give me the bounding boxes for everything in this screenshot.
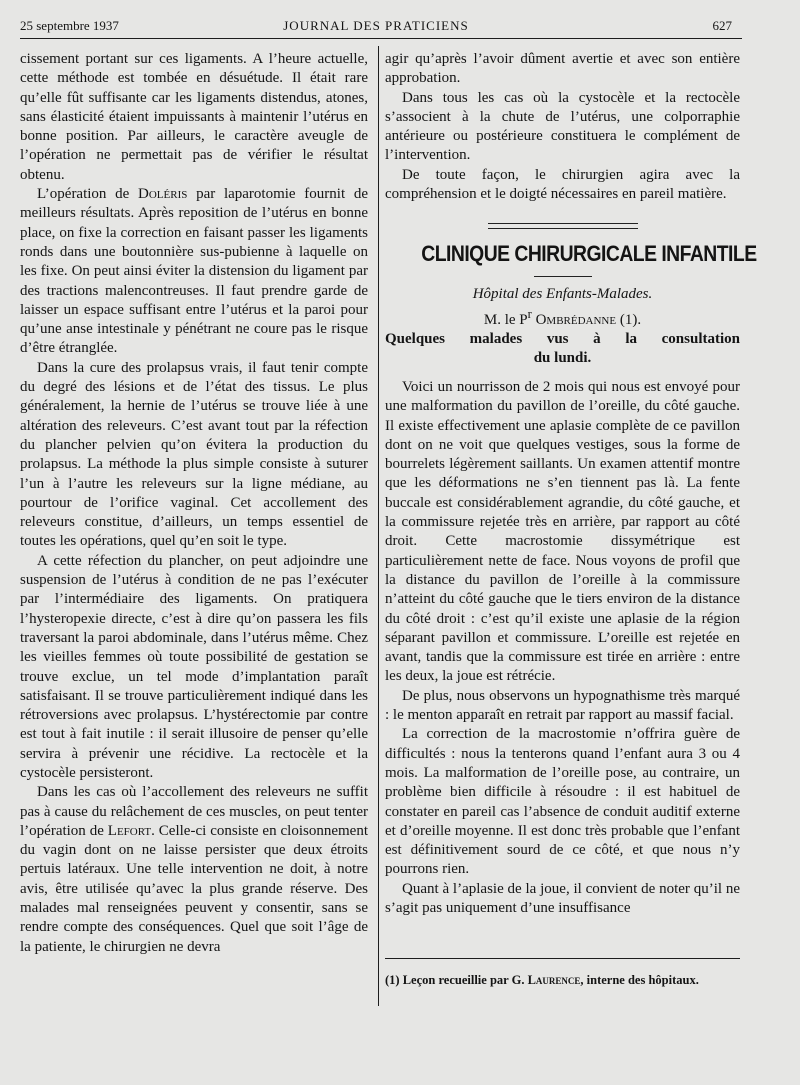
left-column	[20, 50, 368, 957]
footnote	[385, 972, 740, 988]
title-rule	[534, 276, 592, 277]
column-divider	[378, 46, 379, 1006]
issue-date: 25 septembre 1937	[20, 18, 119, 33]
paragraph-text: L’opération de	[37, 186, 139, 203]
page-number: 627	[712, 18, 732, 33]
section-divider	[488, 223, 638, 229]
professor-prefix: M. le P	[483, 311, 528, 328]
paragraph: De toute façon, le chirurgien agira avec la compréhension et le doigté nécessaires en pareil matière.	[385, 166, 740, 203]
footnote-text: , interne des hôpitaux.	[580, 973, 699, 987]
paragraph: agir qu’après l’avoir dûment avertie et avec son entière approbation.	[385, 51, 740, 87]
footnote-text: (1) Leçon recueillie par G.	[385, 973, 528, 987]
paragraph: cissement portant sur ces ligaments. A l’heure actuelle, cette méthode est tombée en désuétude. Il était rare qu’elle fût suffisante car les ligaments distendus, atones, sans élasticité étaient impuissants à maintenir l’utérus en bonne position. Par ailleurs, le caractère aveugle de l’opération ne permettait pas de vérifier le résultat obtenu.	[20, 51, 368, 183]
page-header	[20, 18, 732, 38]
paragraph	[20, 783, 368, 957]
professor-line	[385, 305, 740, 330]
subtitle-line: Quelques malades vus à la consultation	[385, 330, 740, 347]
hospital-name: Hôpital des Enfants-Malades.	[472, 286, 653, 303]
footnote-rule	[385, 958, 740, 959]
paragraph: De plus, nous observons un hypognathisme très marqué : le menton apparaît en retrait par rapport au massif facial.	[385, 687, 740, 724]
professor-name: Ombrédanne	[535, 311, 617, 328]
paragraph: La correction de la macrostomie n’offrira guère de difficultés : nous la tenterons quand l’enfant aura 3 ou 4 mois. La malformation de l’oreille pose, au contraire, un problème bien difficile à résoudre : il est habituel de constater en pareil cas l’absence de conduit auditif externe et d’oreille moyenne. Il est donc très probable que l’enfant est définitivement sourd de ce côté, et que nous n’y pourrons rien.	[385, 726, 740, 878]
footnote-ref: (1).	[616, 311, 642, 328]
paragraph-text: Dans les cas où l’accollement des releveurs ne suffit pas à cause du relâchement de ces muscles, on peut tenter l’opération de	[20, 784, 368, 839]
paragraph: Quant à l’aplasie de la joue, il convient de noter qu’il ne s’agit pas uniquement d’une insuffisance	[385, 880, 740, 916]
paragraph-text: . Celle-ci consiste en cloisonnement du vagin dont on ne laisse persister que deux étroits pertuis latéraux. Une telle intervention ne doit, à notre avis, être utilisée qu’avec la plus grande réserve. Des malades mal renseignées peuvent y consentir, sans se rendre compte des conséquences. Quel que soit l’âge de la patiente, le chirurgien ne devra	[20, 822, 368, 955]
paragraph: Voici un nourrisson de 2 mois qui nous est envoyé pour une malformation du pavillon de l’oreille, du côté gauche. Il existe effectivement une aplasie complète de ce pavillon dont on ne voit que quelques vestiges, sous la forme de bourrelets légèrement saillants. Un examen attentif montre que les déformations ne s’en tiennent pas là. La fente buccale est considérablement agrandie, du côté gauche, et la commissure rejetée très en arrière, par rapport au côté droit. Cette macrostomie dissymétrique est particulièrement nette de face. Nous voyons de profil que la distance du pavillon de l’oreille à la commissure n’atteint du côté gauche que le tiers environ de la distance du côté droit : c’est qu’il existe une aplasie de la région séparant pavillon et commissure. L’oreille est rejetée en avant, tandis que la commissure est tirée en arrière : entre les deux, la joue est rétrécie.	[385, 378, 740, 685]
author-name: Lefort	[107, 822, 152, 839]
paragraph	[20, 185, 368, 359]
right-column	[385, 50, 757, 918]
paragraph: A cette réfection du plancher, on peut adjoindre une suspension de l’utérus à condition de ne pas l’exécuter par l’intermédiaire des ligaments. On pratiquera l’hysteropexie directe, c’est à dire qu’on passera les fils traversant la paroi abdominale, dans l’utérus même. Chez les vieilles femmes où toute possibilité de gestation se trouve exclue, un tel mode d’implantation paraît satisfaisant. Il se trouve particulièrement indiqué dans les rétroversions avec prolapsus. L’hystérectomie par contre est tout à fait inutile : il serait illusoire de penser qu’elle servira à prévenir une récidive. La rectocèle et la cystocèle persisteront.	[20, 552, 368, 781]
journal-title: JOURNAL DES PRATICIENS	[283, 18, 469, 33]
header-rule	[20, 38, 742, 39]
paragraph: Dans la cure des prolapsus vrais, il faut tenir compte du degré des lésions et de l’état des tissus. Le plus généralement, la hernie de l’utérus se trouve liée à une altération des releveurs. C’est avant tout par la réfection du plancher pelvien qu’on évitera la production du prolapsus. La méthode la plus simple consiste à suturer l’un à l’autre les releveurs sur la ligne médiane, au pourtour de l’orifice vaginal. Cet accollement des releveurs constitue, d’ailleurs, un temps essentiel de toutes les opérations, quel qu’en soit le type.	[20, 359, 368, 550]
article-subtitle	[385, 330, 740, 368]
footnote-author: Laurence	[527, 973, 581, 987]
paragraph: Dans tous les cas où la cystocèle et la rectocèle s’associent à la chute de l’utérus, une colporraphie antérieure ou postérieure constituera le complément de l’intervention.	[385, 89, 740, 164]
professor-sup: r	[527, 306, 532, 321]
section-title: CLINIQUE CHIRURGICALE INFANTILE	[421, 241, 757, 267]
paragraph-text: par laparotomie fournit de meilleurs résultats. Après reposition de l’utérus en bonne place, on fixe la correction en faisant passer les ligaments ronds dans une boutonnière sus-pubienne à laquelle on les fixe. On peut ainsi éviter la distension du ligament par des tractions malencontreuses. Il faut prendre garde de laisser un espace suffisant entre l’utérus et la paroi pour qu’une anse intestinale y pénétrant ne coure pas le risque d’être étranglée.	[20, 186, 368, 357]
author-name: Doléris	[138, 186, 188, 203]
subtitle-line: du lundi.	[533, 349, 592, 366]
